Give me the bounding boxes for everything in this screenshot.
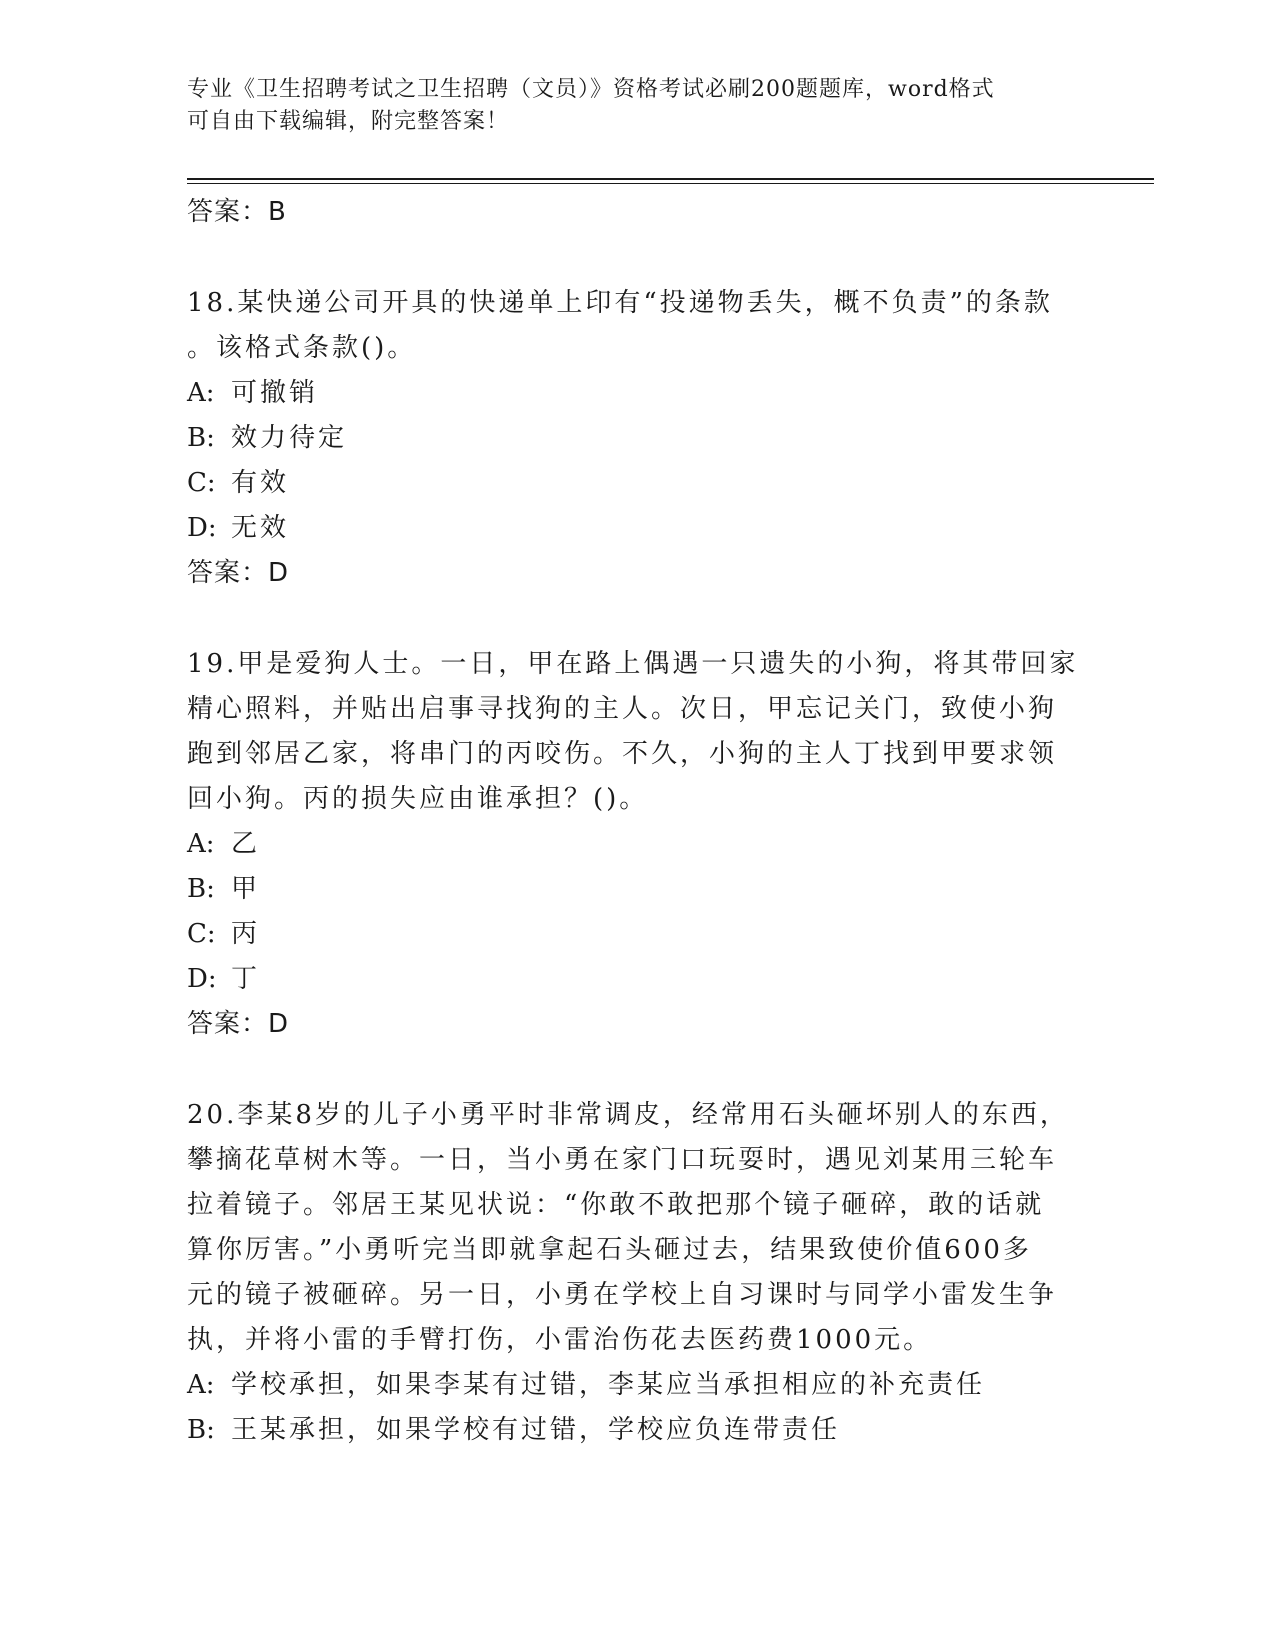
option-label: D:	[187, 964, 217, 994]
option-label: A:	[187, 1370, 215, 1400]
option-c	[187, 912, 1077, 957]
document-body	[187, 190, 1077, 1453]
option-text: 可撤销	[231, 378, 319, 408]
spacer	[187, 596, 1077, 642]
spacer	[187, 1047, 1077, 1093]
question-line: 元的镜子被砸碎。另一日，小勇在学校上自习课时与同学小雷发生争	[187, 1280, 1058, 1310]
option-b	[187, 867, 1077, 912]
option-label: A:	[187, 378, 215, 408]
question-line: 。该格式条款()。	[187, 333, 417, 363]
option-label: D:	[187, 513, 217, 543]
question-block	[187, 281, 1077, 596]
question-line: 算你厉害。”小勇听完当即就拿起石头砸过去，结果致使价值600多	[187, 1235, 1032, 1265]
option-text: 有效	[231, 468, 290, 498]
question-line: 回小狗。丙的损失应由谁承担？()。	[187, 784, 649, 814]
question-line: 18.某快递公司开具的快递单上印有“投递物丢失，概不负责”的条款	[187, 288, 1053, 318]
option-label: B:	[187, 1415, 215, 1445]
header-rule-thick	[187, 178, 1154, 180]
option-a	[187, 822, 1077, 867]
option-label: A:	[187, 829, 215, 859]
answer-line: 答案：D	[187, 1009, 290, 1039]
option-label: B:	[187, 423, 215, 453]
question-line: 攀摘花草树木等。一日，当小勇在家门口玩耍时，遇见刘某用三轮车	[187, 1145, 1058, 1175]
question-line: 19.甲是爱狗人士。一日，甲在路上偶遇一只遗失的小狗，将其带回家	[187, 649, 1079, 679]
header-line-1: 专业《卫生招聘考试之卫生招聘（文员）》资格考试必刷200题题库，word格式	[187, 77, 995, 102]
option-text: 丙	[231, 919, 261, 949]
header-rule-thin	[187, 183, 1154, 184]
option-c	[187, 461, 1077, 506]
question-line: 拉着镜子。邻居王某见状说：“你敢不敢把那个镜子砸碎，敢的话就	[187, 1190, 1045, 1220]
option-label: B:	[187, 874, 215, 904]
question-line: 执，并将小雷的手臂打伤，小雷治伤花去医药费1000元。	[187, 1325, 933, 1355]
option-b	[187, 416, 1077, 461]
question-line: 20.李某8岁的儿子小勇平时非常调皮，经常用石头砸坏别人的东西，	[187, 1100, 1069, 1130]
option-text: 甲	[231, 874, 261, 904]
option-d	[187, 957, 1077, 1002]
option-text: 效力待定	[231, 423, 348, 453]
spacer	[187, 235, 1077, 281]
option-text: 学校承担，如果李某有过错，李某应当承担相应的补充责任	[231, 1370, 986, 1400]
option-a	[187, 1363, 1077, 1408]
question-line: 精心照料，并贴出启事寻找狗的主人。次日，甲忘记关门，致使小狗	[187, 694, 1058, 724]
question-block	[187, 1093, 1077, 1453]
option-text: 无效	[231, 513, 290, 543]
option-label: C:	[187, 919, 216, 949]
option-text: 乙	[231, 829, 261, 859]
header-line-2: 可自由下载编辑，附完整答案！	[187, 109, 510, 134]
option-text: 王某承担，如果学校有过错，学校应负连带责任	[231, 1415, 841, 1445]
option-text: 丁	[231, 964, 261, 994]
question-block	[187, 642, 1077, 1047]
option-d	[187, 506, 1077, 551]
option-label: C:	[187, 468, 216, 498]
page-header	[187, 74, 1067, 138]
option-a	[187, 371, 1077, 416]
option-b	[187, 1408, 1077, 1453]
question-line: 跑到邻居乙家，将串门的丙咬伤。不久，小狗的主人丁找到甲要求领	[187, 739, 1058, 769]
answer-line: 答案：D	[187, 558, 290, 588]
answer-line: 答案：B	[187, 197, 287, 227]
